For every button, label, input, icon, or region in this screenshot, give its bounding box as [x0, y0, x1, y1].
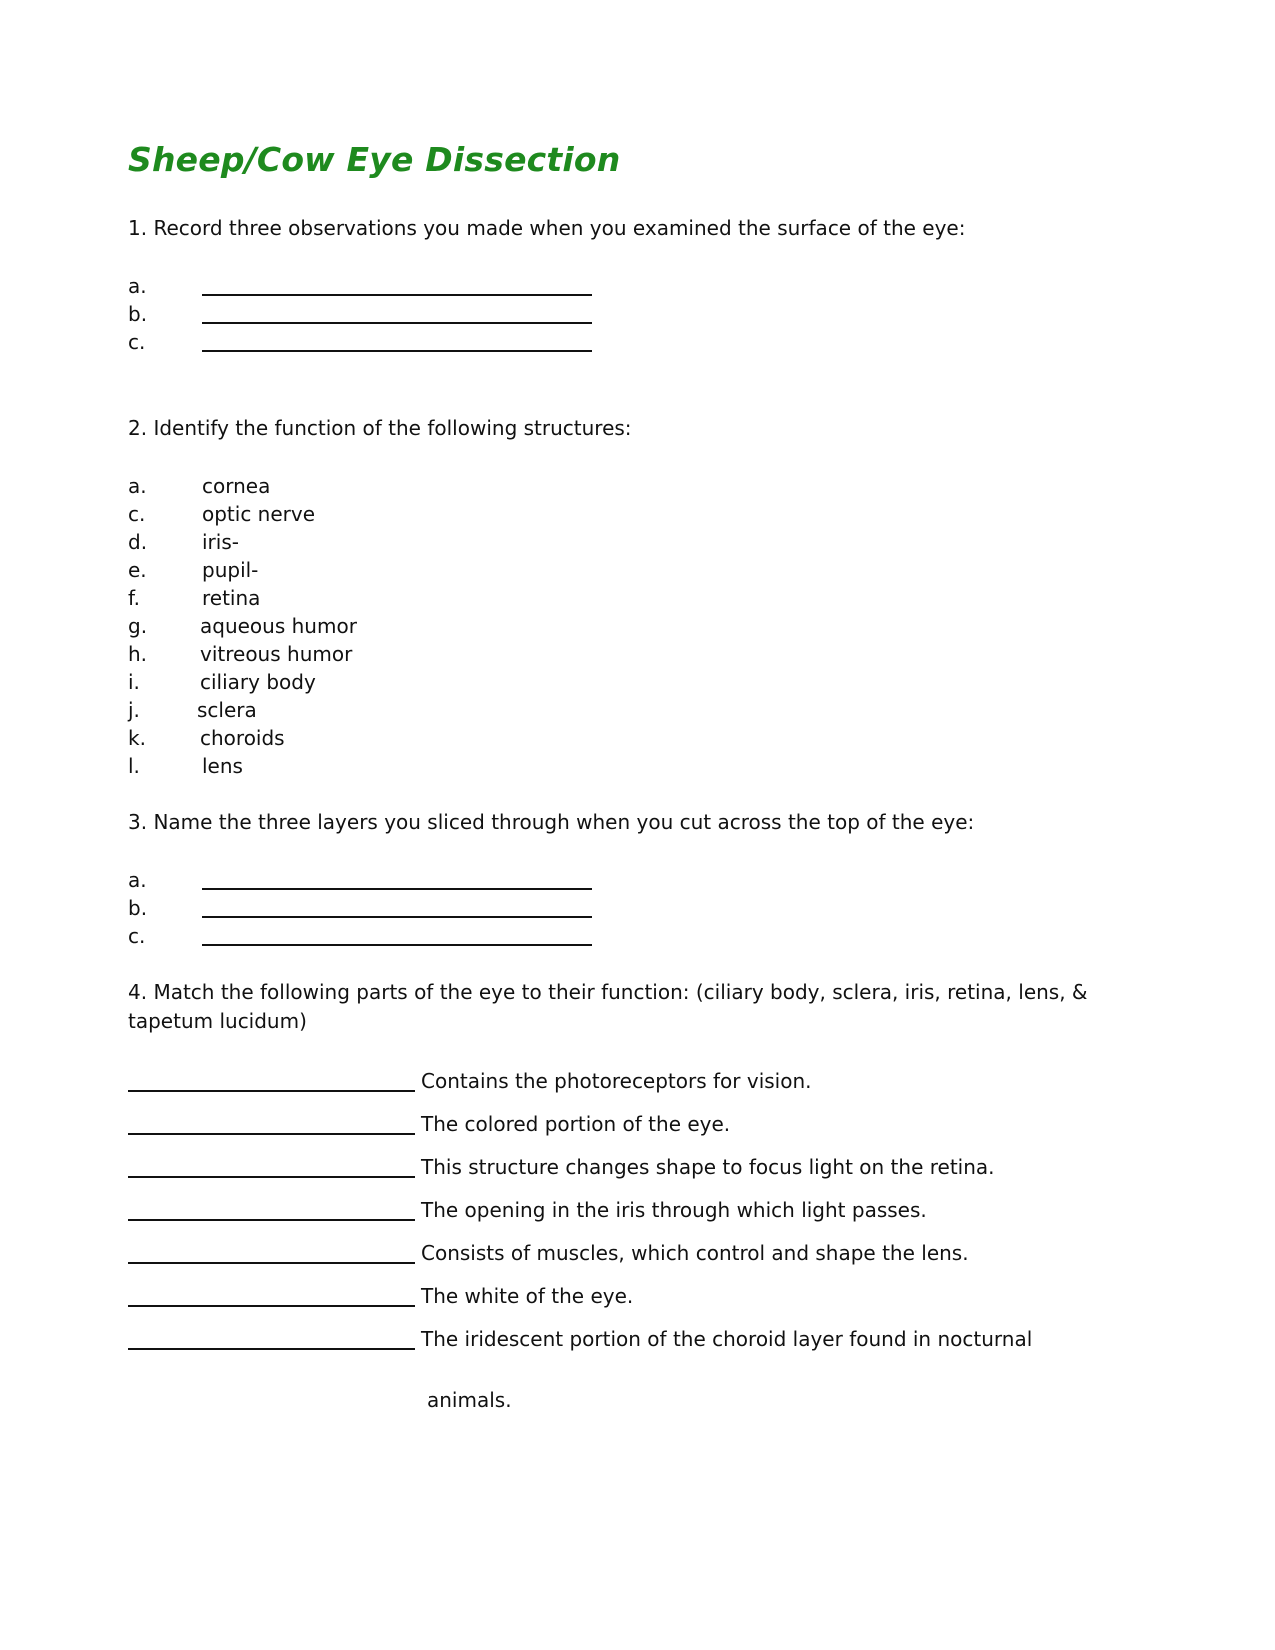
- structure-term: cornea: [202, 474, 271, 498]
- answer-blank[interactable]: [202, 350, 592, 352]
- item-letter: c.: [128, 502, 146, 526]
- answer-blank[interactable]: [202, 944, 592, 946]
- answer-letter: c.: [128, 924, 146, 948]
- match-blank[interactable]: [128, 1262, 415, 1264]
- item-letter: j.: [128, 698, 140, 722]
- question-3-prompt: 3. Name the three layers you sliced through when you cut across the top of the eye:: [128, 810, 975, 834]
- answer-blank[interactable]: [202, 322, 592, 324]
- match-description: Consists of muscles, which control and shape the lens.: [421, 1241, 969, 1265]
- match-description: The opening in the iris through which light passes.: [421, 1198, 927, 1222]
- item-letter: l.: [128, 754, 140, 778]
- item-letter: h.: [128, 642, 148, 666]
- item-letter: d.: [128, 530, 148, 554]
- answer-letter: b.: [128, 302, 148, 326]
- item-letter: f.: [128, 586, 140, 610]
- answer-letter: b.: [128, 896, 148, 920]
- answer-blank[interactable]: [202, 916, 592, 918]
- structure-term: iris-: [202, 530, 239, 554]
- match-blank[interactable]: [128, 1219, 415, 1221]
- structure-term: sclera: [197, 698, 257, 722]
- page-title: Sheep/Cow Eye Dissection: [128, 140, 621, 179]
- match-description: The white of the eye.: [421, 1284, 634, 1308]
- item-letter: g.: [128, 614, 148, 638]
- structure-term: pupil-: [202, 558, 259, 582]
- question-1-prompt: 1. Record three observations you made when you examined the surface of the eye:: [128, 216, 966, 240]
- match-description: The iridescent portion of the choroid layer found in nocturnal: [421, 1327, 1033, 1351]
- match-blank[interactable]: [128, 1348, 415, 1350]
- item-letter: i.: [128, 670, 140, 694]
- question-2-prompt: 2. Identify the function of the following structures:: [128, 416, 632, 440]
- structure-term: retina: [202, 586, 261, 610]
- structure-term: vitreous humor: [200, 642, 353, 666]
- question-4-prompt: 4. Match the following parts of the eye to their function: (ciliary body, sclera, iris, retina, lens, & tapetum lucidum): [128, 980, 1088, 1033]
- structure-term: choroids: [200, 726, 285, 750]
- match-blank[interactable]: [128, 1090, 415, 1092]
- answer-letter: c.: [128, 330, 146, 354]
- structure-term: aqueous humor: [200, 614, 357, 638]
- structure-term: lens: [202, 754, 243, 778]
- item-letter: a.: [128, 474, 147, 498]
- answer-letter: a.: [128, 274, 147, 298]
- answer-blank[interactable]: [202, 294, 592, 296]
- match-description: Contains the photoreceptors for vision.: [421, 1069, 812, 1093]
- match-blank[interactable]: [128, 1133, 415, 1135]
- answer-blank[interactable]: [202, 888, 592, 890]
- structure-term: ciliary body: [200, 670, 316, 694]
- item-letter: e.: [128, 558, 147, 582]
- match-blank[interactable]: [128, 1305, 415, 1307]
- item-letter: k.: [128, 726, 146, 750]
- match-blank[interactable]: [128, 1176, 415, 1178]
- match-description-continuation: animals.: [427, 1388, 512, 1412]
- answer-letter: a.: [128, 868, 147, 892]
- match-description: The colored portion of the eye.: [421, 1112, 731, 1136]
- match-description: This structure changes shape to focus light on the retina.: [421, 1155, 995, 1179]
- structure-term: optic nerve: [202, 502, 316, 526]
